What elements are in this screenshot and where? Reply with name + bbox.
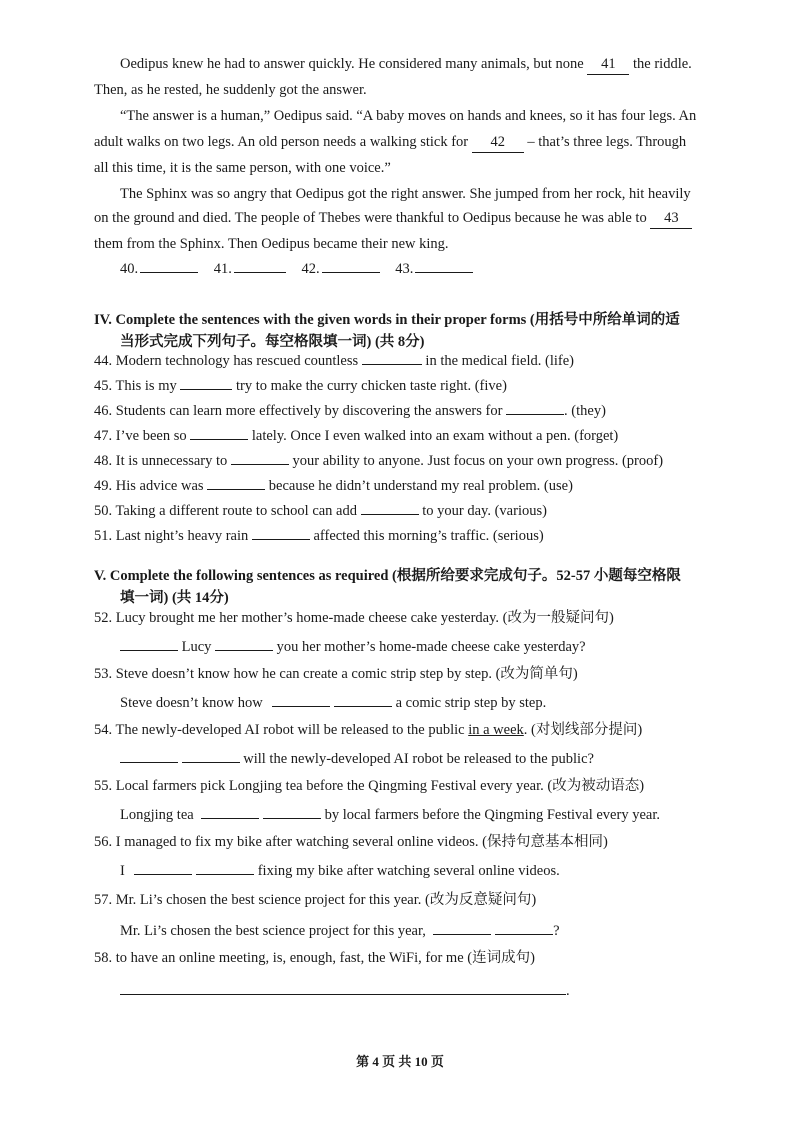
answer-blank-55a[interactable]: [201, 804, 259, 819]
blank-number: 42: [490, 134, 505, 150]
answer-blank-41[interactable]: [234, 258, 286, 273]
question-45: [94, 375, 507, 396]
question-text: in the medical field. (life): [425, 353, 574, 369]
answer-blank-47[interactable]: [190, 425, 248, 440]
passage-line-1: [120, 54, 692, 75]
answer-row: [120, 258, 473, 279]
question-57: 57. Mr. Li’s chosen the best science project for this year. (改为反意疑问句): [94, 892, 537, 908]
question-text: affected this morning’s traffic. (serious): [313, 528, 544, 544]
answer-label-41: 41.: [213, 261, 232, 277]
question-text: to your day. (various): [422, 503, 547, 519]
question-text: your ability to anyone. Just focus on your own progress. (proof): [292, 453, 664, 469]
answer-blank-57b[interactable]: [495, 920, 553, 935]
question-text: by local farmers before the Qingming Festival every year.: [324, 807, 660, 823]
answer-blank-42[interactable]: [322, 258, 380, 273]
passage-text: adult walks on two legs. An old person needs a walking stick for: [94, 134, 469, 150]
passage-text: – that’s three legs. Through: [527, 134, 687, 150]
answer-blank-43[interactable]: [415, 258, 473, 273]
section-4-heading-cont: 当形式完成下列句子。每空格限填一词) (共 8分): [120, 334, 425, 350]
question-50: [94, 500, 547, 521]
question-text: Steve doesn’t know how: [120, 695, 263, 711]
answer-blank-55b[interactable]: [263, 804, 321, 819]
question-text: Mr. Li’s chosen the best science project for this year,: [120, 923, 426, 939]
blank-number: 41: [601, 56, 616, 72]
passage-line-5: all this time, it is the same person, with one voice.”: [94, 160, 391, 176]
question-text: ?: [553, 923, 560, 939]
passage-line-8: them from the Sphinx. Then Oedipus became their new king.: [94, 236, 449, 252]
answer-blank-40[interactable]: [140, 258, 198, 273]
blank-41[interactable]: [587, 54, 629, 75]
passage-line-6: The Sphinx was so angry that Oedipus got the right answer. She jumped from her rock, hit heavily: [120, 186, 691, 202]
blank-43[interactable]: [650, 208, 692, 229]
passage-line-2: Then, as he rested, he suddenly got the answer.: [94, 82, 367, 98]
question-51: [94, 525, 544, 546]
question-54-answer: [120, 748, 594, 769]
question-text: 46. Students can learn more effectively by discovering the answers for: [94, 403, 503, 419]
question-48: [94, 450, 663, 471]
answer-blank-57a[interactable]: [433, 920, 491, 935]
question-58-answer: [120, 980, 570, 1001]
answer-blank-53b[interactable]: [334, 692, 392, 707]
underlined-phrase: in a week: [468, 722, 524, 738]
question-55-answer: [120, 804, 660, 825]
answer-label-43: 43.: [395, 261, 414, 277]
question-text: 45. This is my: [94, 378, 177, 394]
question-text: fixing my bike after watching several online videos.: [257, 863, 560, 879]
answer-label-42: 42.: [301, 261, 320, 277]
question-text: 50. Taking a different route to school can add: [94, 503, 357, 519]
question-text: Lucy: [181, 639, 212, 655]
question-text: . (对划线部分提问): [523, 722, 643, 738]
question-text: 44. Modern technology has rescued countless: [94, 353, 359, 369]
question-49: [94, 475, 573, 496]
question-46: [94, 400, 606, 421]
question-text: a comic strip step by step.: [395, 695, 547, 711]
answer-blank-49[interactable]: [207, 475, 265, 490]
answer-blank-52b[interactable]: [215, 636, 273, 651]
question-text: 49. His advice was: [94, 478, 204, 494]
question-text: 47. I’ve been so: [94, 428, 187, 444]
passage-text: Oedipus knew he had to answer quickly. He considered many animals, but none: [120, 56, 584, 72]
blank-number: 43: [664, 210, 679, 226]
passage-line-7: [94, 208, 692, 229]
question-56-answer: [120, 860, 560, 881]
section-5-heading-cont: 填一词) (共 14分): [120, 590, 229, 606]
question-56: 56. I managed to fix my bike after watching several online videos. (保持句意基本相同): [94, 834, 608, 850]
answer-blank-56a[interactable]: [134, 860, 192, 875]
section-4-heading: IV. Complete the sentences with the given words in their proper forms (用括号中所给单词的适: [94, 312, 680, 328]
question-text: I: [120, 863, 125, 879]
answer-blank-54b[interactable]: [182, 748, 240, 763]
question-47: [94, 425, 618, 446]
question-55: 55. Local farmers pick Longjing tea before the Qingming Festival every year. (改为被动语态): [94, 778, 645, 794]
blank-42[interactable]: [472, 132, 524, 153]
question-52-answer: [120, 636, 586, 657]
answer-blank-53a[interactable]: [272, 692, 330, 707]
question-text: 54. The newly-developed AI robot will be released to the public: [94, 722, 465, 738]
answer-label-40: 40.: [120, 261, 139, 277]
question-text: try to make the curry chicken taste right. (five): [235, 378, 507, 394]
passage-line-3: “The answer is a human,” Oedipus said. “A baby moves on hands and knees, so it has four legs. An: [120, 108, 697, 124]
section-5-heading: V. Complete the following sentences as required (根据所给要求完成句子。52-57 小题每空格限: [94, 568, 681, 584]
answer-blank-48[interactable]: [231, 450, 289, 465]
question-text: 51. Last night’s heavy rain: [94, 528, 249, 544]
answer-blank-44[interactable]: [362, 350, 422, 365]
passage-text: on the ground and died. The people of Thebes were thankful to Oedipus because he was able to: [94, 210, 647, 226]
answer-blank-45[interactable]: [180, 375, 232, 390]
answer-blank-56b[interactable]: [196, 860, 254, 875]
answer-blank-52a[interactable]: [120, 636, 178, 651]
answer-blank-46[interactable]: [506, 400, 564, 415]
page-footer: 第 4 页 共 10 页: [356, 1054, 444, 1069]
question-text: 48. It is unnecessary to: [94, 453, 228, 469]
question-text: . (they): [564, 403, 606, 419]
question-text: lately. Once I even walked into an exam without a pen. (forget): [251, 428, 619, 444]
question-text: will the newly-developed AI robot be released to the public?: [243, 751, 594, 767]
question-57-answer: [120, 920, 560, 941]
question-53-answer: [120, 692, 546, 713]
answer-blank-54a[interactable]: [120, 748, 178, 763]
passage-line-4: [94, 132, 686, 153]
question-text: Longjing tea: [120, 807, 194, 823]
question-52: 52. Lucy brought me her mother’s home-made cheese cake yesterday. (改为一般疑问句): [94, 610, 614, 626]
question-53: 53. Steve doesn’t know how he can create a comic strip step by step. (改为简单句): [94, 666, 578, 682]
sentence-period: .: [566, 983, 570, 999]
answer-line-58[interactable]: [120, 980, 566, 995]
answer-blank-51[interactable]: [252, 525, 310, 540]
question-58: 58. to have an online meeting, is, enough, fast, the WiFi, for me (连词成句): [94, 950, 535, 966]
question-text: because he didn’t understand my real problem. (use): [268, 478, 573, 494]
question-44: [94, 350, 574, 371]
passage-text: the riddle.: [633, 56, 692, 72]
question-54: [94, 720, 642, 740]
question-text: you her mother’s home-made cheese cake yesterday?: [276, 639, 586, 655]
answer-blank-50[interactable]: [361, 500, 419, 515]
